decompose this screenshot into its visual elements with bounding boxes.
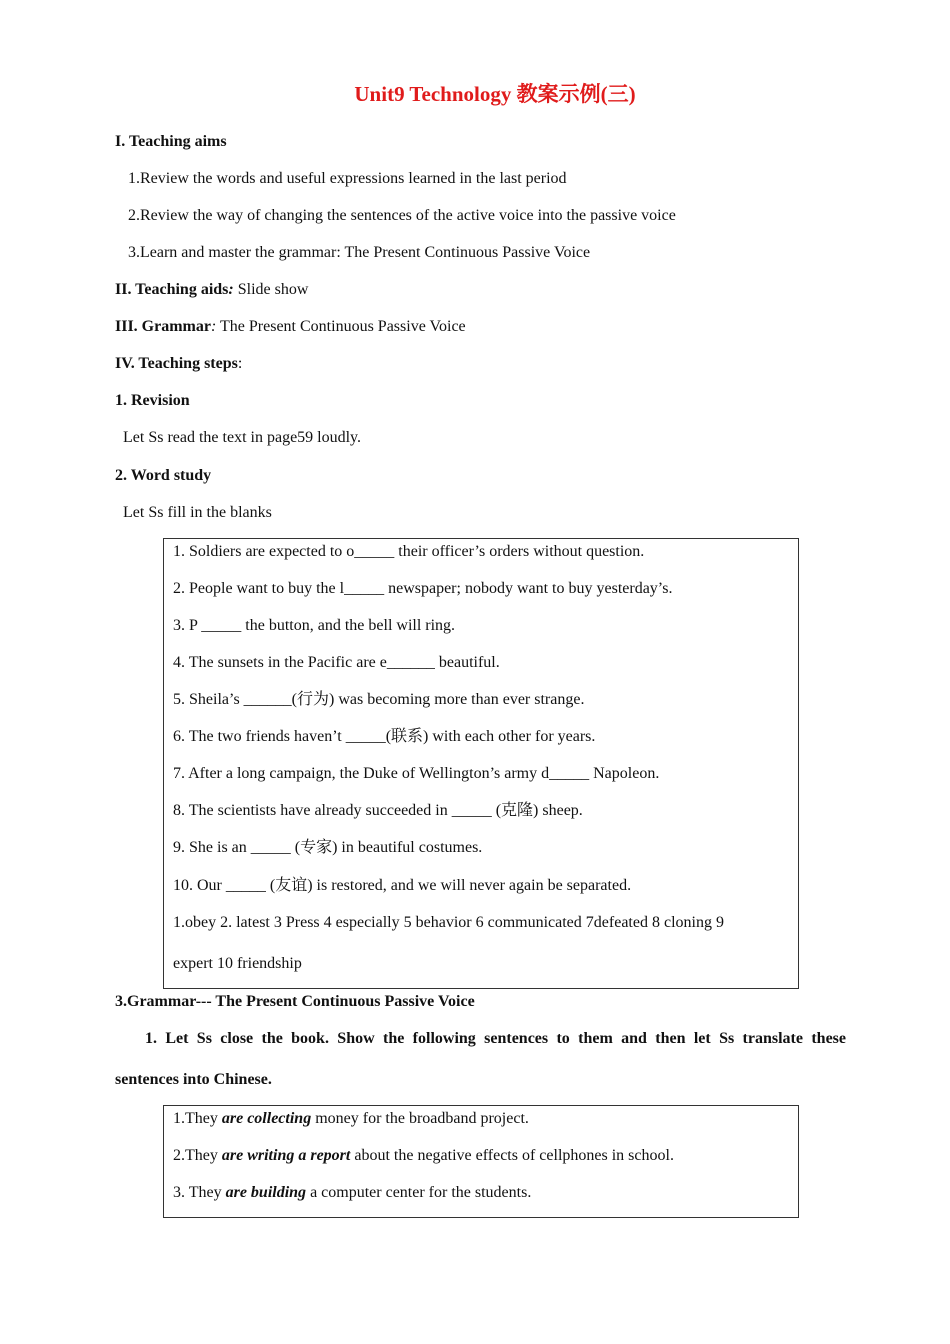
exercise-item: 6. The two friends haven’t _____(联系) with each other for years. xyxy=(173,728,596,745)
aim-item: 2.Review the way of changing the sentences of the active voice into the passive voice xyxy=(128,207,676,224)
sentence-text: about the negative effects of cellphones in school. xyxy=(350,1147,674,1164)
grammar-value: The Present Continuous Passive Voice xyxy=(216,318,466,335)
teaching-steps-colon: : xyxy=(237,355,243,372)
teaching-aids-label: II. Teaching aids xyxy=(115,281,229,298)
word-study-heading: 2. Word study xyxy=(115,467,212,484)
exercise-item: 8. The scientists have already succeeded in _____ (克隆) sheep. xyxy=(173,802,583,819)
sentence-text: 1.They xyxy=(173,1110,222,1127)
answer-key-line: 1.obey 2. latest 3 Press 4 especially 5 behavior 6 communicated 7defeated 8 cloning 9 xyxy=(173,914,724,931)
exercise-item: 4. The sunsets in the Pacific are e______ beautiful. xyxy=(173,654,500,671)
exercise-item: 3. P _____ the button, and the bell will ring. xyxy=(173,617,456,634)
example-sentences-box xyxy=(163,1105,799,1218)
aim-item: 1.Review the words and useful expressions learned in the last period xyxy=(128,170,567,187)
exercise-item: 5. Sheila’s ______(行为) was becoming more than ever strange. xyxy=(173,691,585,708)
exercise-item: 9. She is an _____ (专家) in beautiful costumes. xyxy=(173,839,483,856)
grammar-colon: : xyxy=(210,318,217,335)
aim-item: 3.Learn and master the grammar: The Present Continuous Passive Voice xyxy=(128,244,591,261)
grammar-label: III. Grammar xyxy=(115,318,211,335)
teaching-steps-label: IV. Teaching steps xyxy=(115,355,238,372)
teaching-aids-colon: : xyxy=(228,281,234,298)
exercise-item: 10. Our _____ (友谊) is restored, and we will never again be separated. xyxy=(173,877,632,894)
exercise-box xyxy=(163,538,799,989)
answer-key-line: expert 10 friendship xyxy=(173,955,302,972)
word-study-text: Let Ss fill in the blanks xyxy=(123,504,272,521)
revision-text: Let Ss read the text in page59 loudly. xyxy=(123,429,362,446)
example-sentence xyxy=(173,1146,674,1166)
sentence-emphasis: are building xyxy=(225,1184,307,1201)
teaching-aids-line xyxy=(115,280,308,300)
grammar-line xyxy=(115,317,466,337)
exercise-item: 2. People want to buy the l_____ newspaper; nobody want to buy yesterday’s. xyxy=(173,580,673,597)
exercise-item: 7. After a long campaign, the Duke of Wellington’s army d_____ Napoleon. xyxy=(173,765,660,782)
sentence-emphasis: are writing a report xyxy=(221,1147,351,1164)
sentence-text: 3. They xyxy=(173,1184,226,1201)
teaching-aims-heading: I. Teaching aims xyxy=(115,133,227,150)
exercise-item: 1. Soldiers are expected to o_____ their officer’s orders without question. xyxy=(173,543,645,560)
teaching-steps-line xyxy=(115,354,242,374)
grammar-section-heading: 3.Grammar--- The Present Continuous Passive Voice xyxy=(115,993,475,1010)
example-sentence xyxy=(173,1183,531,1203)
page-title: Unit9 Technology 教案示例(三) xyxy=(354,82,636,106)
revision-heading: 1. Revision xyxy=(115,392,190,409)
teaching-aids-value: Slide show xyxy=(233,281,309,298)
sentence-emphasis: are collecting xyxy=(221,1110,312,1127)
sentence-text: money for the broadband project. xyxy=(311,1110,529,1127)
sentence-text: a computer center for the students. xyxy=(306,1184,532,1201)
example-sentence xyxy=(173,1109,529,1129)
grammar-instruction-line: sentences into Chinese. xyxy=(115,1071,272,1088)
grammar-instruction-line: 1. Let Ss close the book. Show the following sentences to them and then let Ss translate these xyxy=(145,1030,846,1047)
sentence-text: 2.They xyxy=(173,1147,222,1164)
